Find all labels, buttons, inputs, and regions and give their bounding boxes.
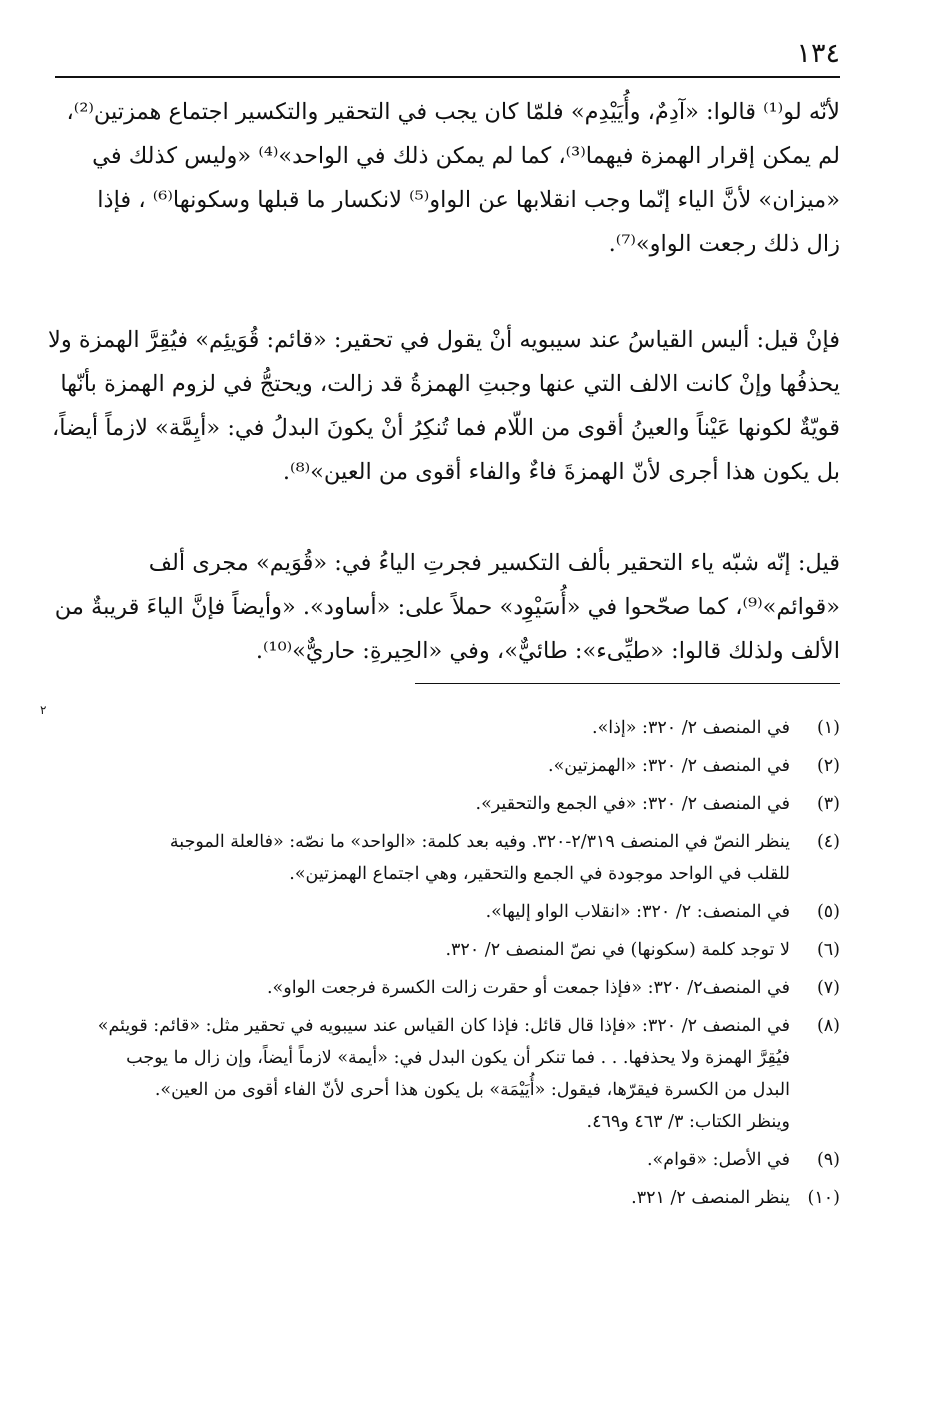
text-line: بل يكون هذا أجرى لأنّ الهمزةَ فاءٌ والفاء أقوى من العين»⁽⁸⁾. (282, 459, 840, 485)
footnote-number: (٦) (816, 940, 840, 960)
paragraph-3 (45, 541, 840, 673)
header-rule (55, 76, 840, 78)
text-line: «قوائم»⁽⁹⁾، كما صحّحوا في «أُسَيْوِد» حملاً على: «أساود». «وأيضاً فإنَّ الياءَ قريبةٌ من (54, 594, 840, 620)
text-line: الألف ولذلك قالوا: «طيِّىء»: طائيٌّ»، وفي «الحِيرةِ: حاريٌّ»⁽¹⁰⁾. (255, 638, 840, 664)
footnote (50, 972, 840, 1004)
footnote-text: البدل من الكسرة فيقرّها، فيقول: «أُيَيْمَة» بل يكون هذا أحرى لأنّ الفاء أقوى من العين». (154, 1080, 790, 1100)
footnote (50, 788, 840, 820)
footnote (50, 1144, 840, 1176)
footnote-number: (٣) (816, 794, 840, 814)
text-line: لم يمكن إقرار الهمزة فيهما⁽³⁾، كما لم يمكن ذلك في الواحد»⁽⁴⁾ «وليس كذلك في (92, 143, 840, 169)
footnote-text: لا توجد كلمة (سكونها) في نصّ المنصف ٢/ ٣٢٠. (445, 940, 790, 960)
page-number: ١٣٤ (796, 38, 840, 69)
footnote-text: في الأصل: «قوام». (646, 1150, 790, 1170)
footnote-text: في المنصف ٢/ ٣٢٠: «إذا». (592, 718, 790, 738)
text-line: يحذفُها وإنْ كانت الالف التي عنها وجبتِ الهمزةُ قد زالت، ويحتجُّ في لزوم الهمزة بأنّها (60, 371, 840, 397)
footnote-number: (٥) (816, 902, 840, 922)
footnote-text: في المنصف٢/ ٣٢٠: «فإذا جمعت أو حقرت زالت الكسرة فرجعت الواو». (266, 978, 790, 998)
text-line: قويّةٌ لكونها عَيْناً والعينُ أقوى من اللّام فما تُنكِرُ أنْ يكونَ البدلُ في: «أيِمَّة» لازماً أيضاً، (52, 415, 840, 441)
footnote-number: (٢) (816, 756, 840, 776)
footnote (50, 712, 840, 744)
footnote-number: (٧) (816, 978, 840, 998)
paragraph-1 (45, 90, 840, 266)
footnote-number: (٤) (816, 832, 840, 852)
text-line: لأنّه لو⁽¹⁾ قالوا: «آدِمٌ، وأُيَيْدِم» فلمّا كان يجب في التحقير والتكسير اجتماع همزتين⁽²⁾، (66, 99, 840, 125)
footnote-text: فيُقِرَّ الهمزة ولا يحذفها. . . فما تنكر أن يكون البدل في: «أيمة» لازماً أيضاً، وإن زال ما يوجب (126, 1048, 790, 1068)
footnote (50, 1182, 840, 1214)
paragraph-2 (45, 318, 840, 494)
text-line: زال ذلك رجعت الواو»⁽⁷⁾. (608, 231, 840, 257)
footnote-text: في المنصف ٢/ ٣٢٠: «فإذا قال قائل: فإذا كان القياس عند سيبويه في تحقير مثل: «قائم: قويئم» (97, 1016, 790, 1036)
footnote-text: وينظر الكتاب: ٣/ ٤٦٣ و٤٦٩. (586, 1112, 790, 1132)
footnotes-divider (415, 683, 840, 684)
footnote-number: (٩) (816, 1150, 840, 1170)
footnote-text: في المنصف: ٢/ ٣٢٠: «انقلاب الواو إليها». (485, 902, 790, 922)
footnote-text: ينظر المنصف ٢/ ٣٢١. (631, 1188, 790, 1208)
footnote-number: (١٠) (807, 1188, 840, 1208)
text-line: فإنْ قيل: أليس القياسُ عند سيبويه أنْ يقول في تحقير: «قائم: قُوَيئِم» فيُقِرَّ الهمزة ولا (48, 327, 840, 353)
footnote-text: في المنصف ٢/ ٣٢٠: «في الجمع والتحقير». (475, 794, 790, 814)
footnotes (50, 712, 840, 1214)
footnote-text: ينظر النصّ في المنصف ٢/٣١٩-٣٢٠. وفيه بعد كلمة: «الواحد» ما نصّه: «فالعلة الموجبة (169, 832, 790, 852)
footnote (50, 826, 840, 890)
footnote (50, 1010, 840, 1138)
footnote-number: (١) (816, 718, 840, 738)
footnote-text: للقلب في الواحد موجودة في الجمع والتحقير، وهي اجتماع الهمزتين». (289, 864, 790, 884)
text-line: قيل: إنّه شبّه ياء التحقير بألف التكسير فجرتِ الياءُ في: «قُوَيم» مجرى ألف (148, 550, 840, 576)
footnote (50, 750, 840, 782)
footnote-text: في المنصف ٢/ ٣٢٠: «الهمزتين». (548, 756, 790, 776)
footnote (50, 934, 840, 966)
margin-mark: ٢ (40, 703, 47, 717)
text-line: «ميزان» لأنَّ الياء إنّما وجب انقلابها عن الواو⁽⁵⁾ لانكسار ما قبلها وسكونها⁽⁶⁾ ، فإذا (97, 187, 840, 213)
footnote-number: (٨) (816, 1016, 840, 1036)
footnote (50, 896, 840, 928)
